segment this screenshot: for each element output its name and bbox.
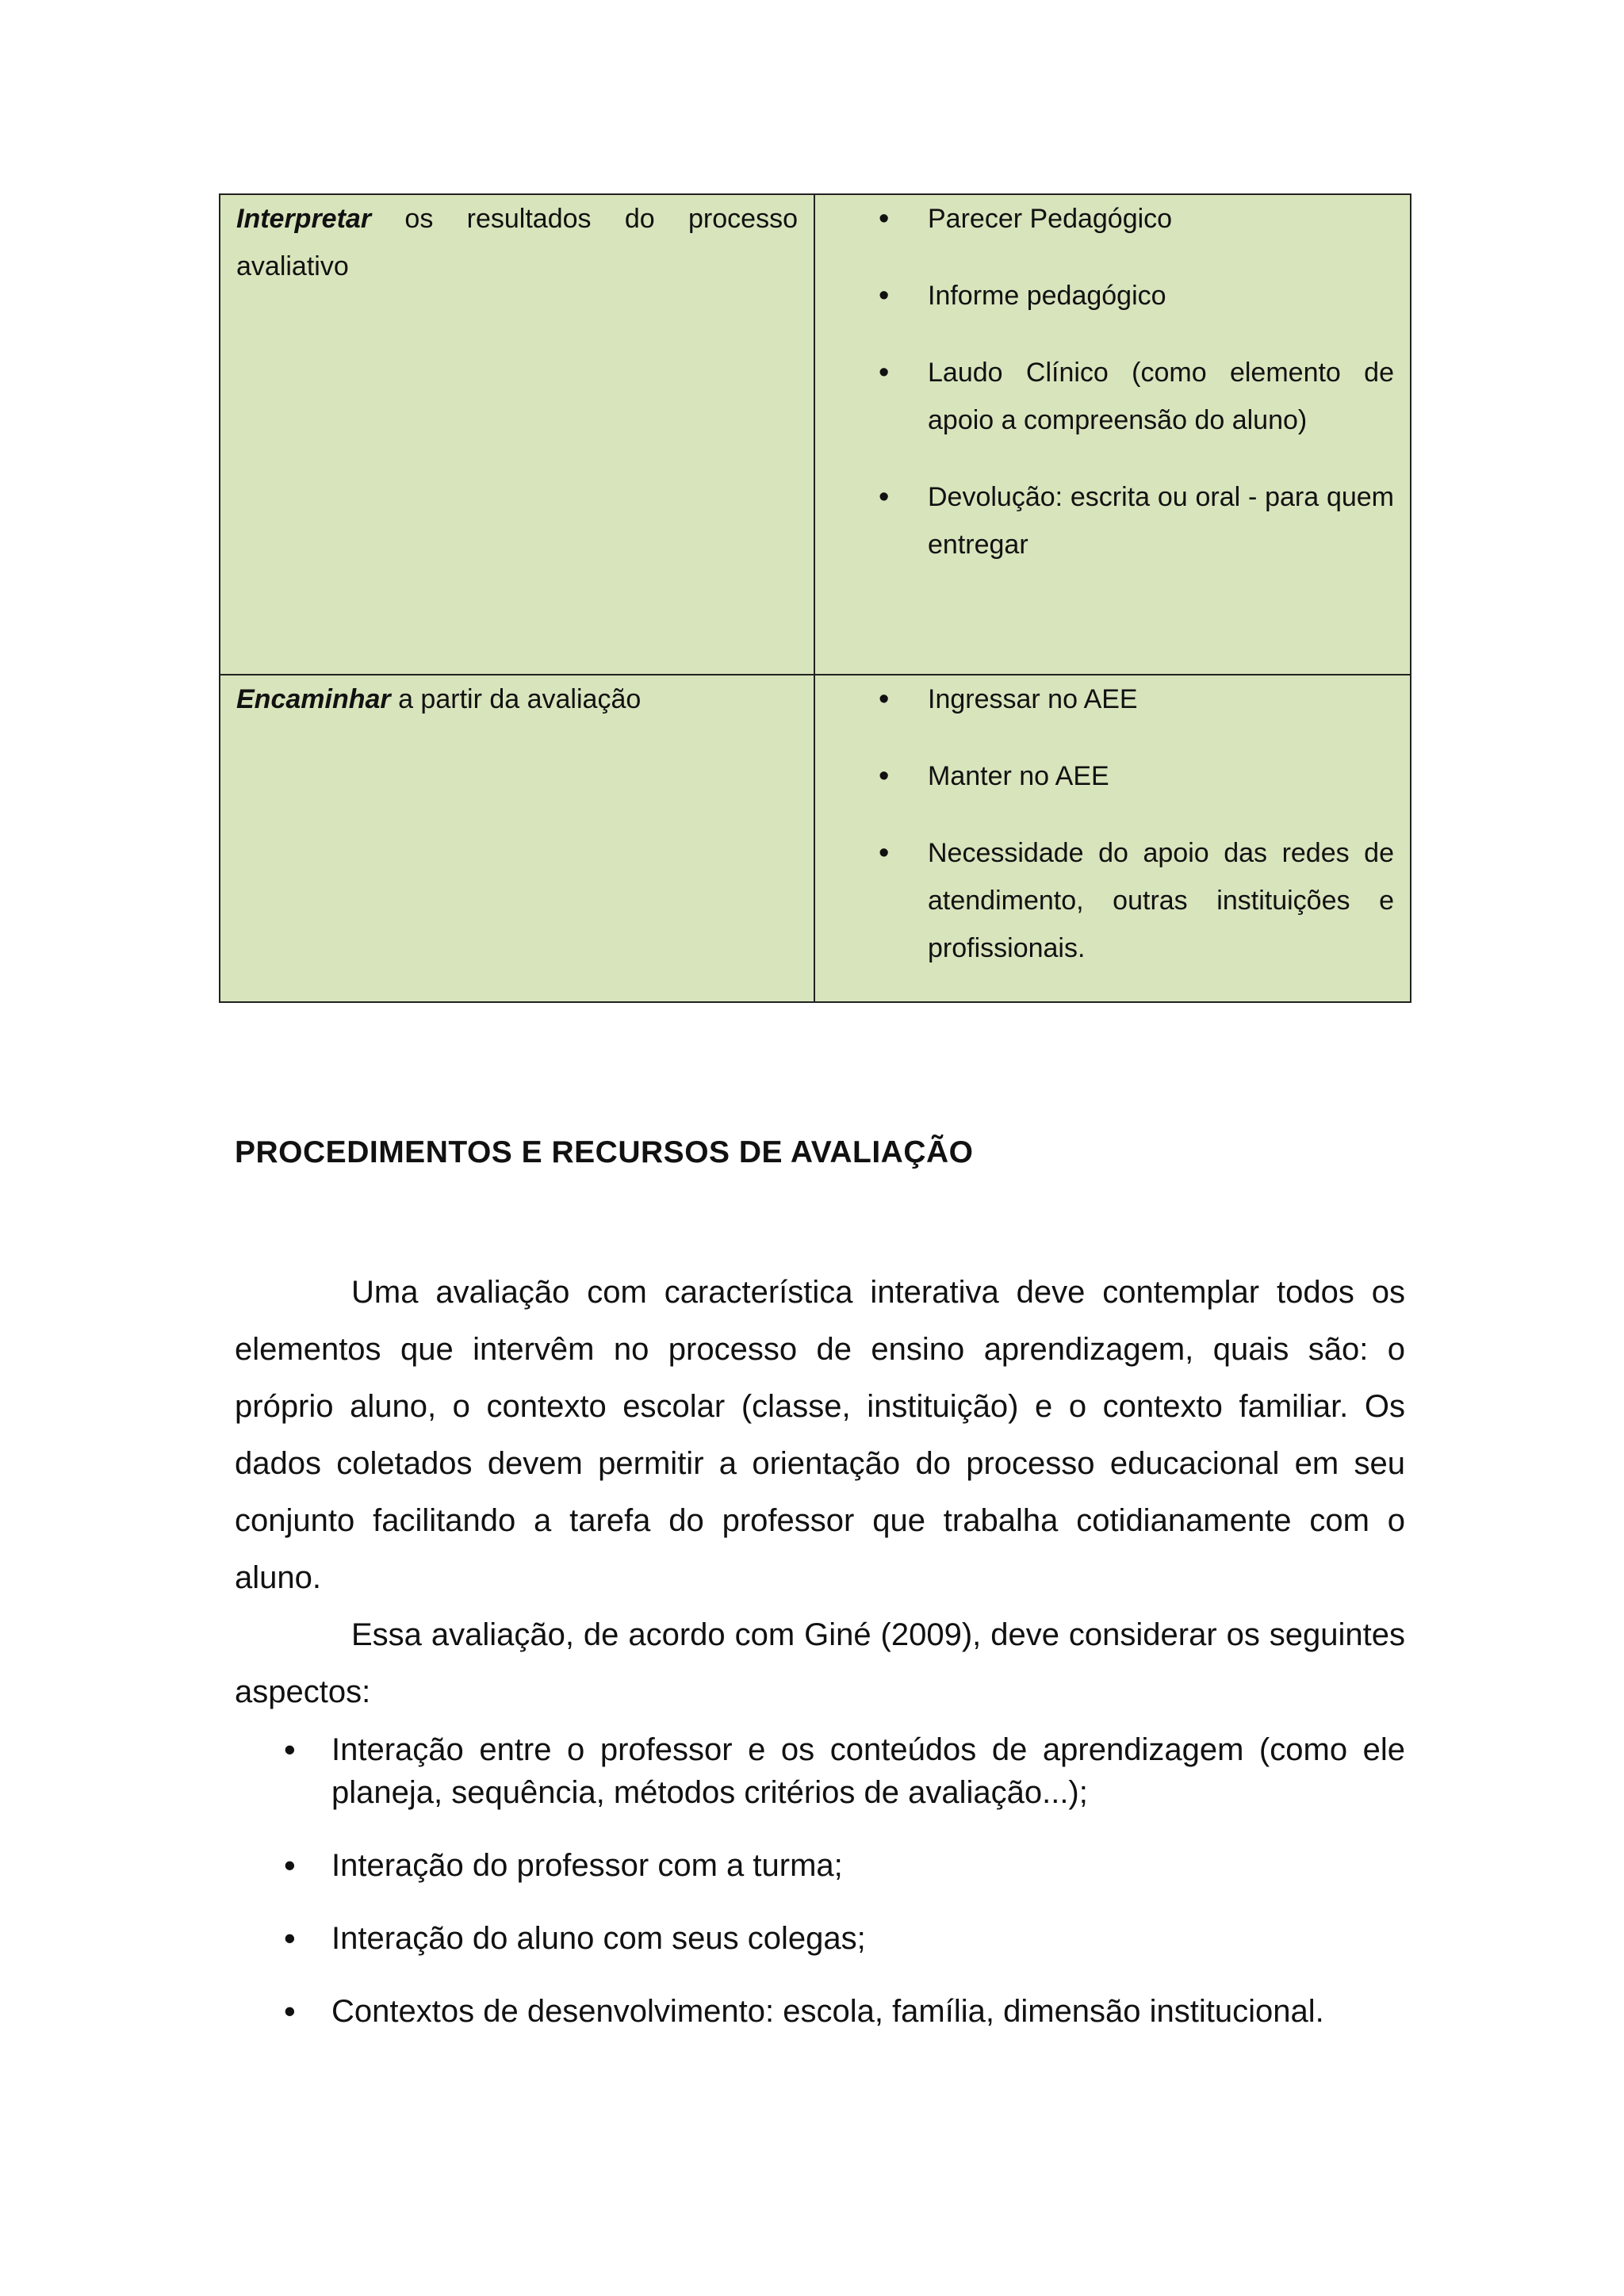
body-paragraph: Uma avaliação com característica interativa deve contemplar todos os elementos que intervêm no processo de ensino aprendizagem, quais são: o próprio aluno, o contexto escolar (classe, instituição) e o contexto familiar. Os dados coletados devem permitir a orientação do processo educacional em seu conjunto facilitando a tarefa do professor que trabalha cotidianamente com o aluno. [235,1275,1405,1595]
list-item: • Ingressar no AEE [815,675,1394,723]
list-item: • Devolução: escrita ou oral - para quem entregar [815,473,1394,568]
aspects-list [235,1728,1405,2063]
list-item: • Contextos de desenvolvimento: escola, família, dimensão institucional. [235,1990,1405,2033]
body-paragraph: Essa avaliação, de acordo com Giné (2009), deve considerar os seguintes aspectos: [235,1617,1405,1709]
action-verb: Interpretar [236,204,372,234]
table-row [220,194,1411,675]
table-cell-action [220,675,814,1002]
list-item: • Informe pedagógico [815,272,1394,320]
table-row [220,675,1411,1002]
action-description: a partir da avaliação [398,684,642,714]
section-heading: PROCEDIMENTOS E RECURSOS DE AVALIAÇÃO [235,1135,974,1169]
list-item: • Interação do aluno com seus colegas; [235,1917,1405,1960]
action-verb: Encaminhar [236,684,391,714]
table-cell-action [220,194,814,675]
evaluation-table [219,193,1411,1003]
action-text [220,675,814,723]
table-cell-items [814,194,1411,675]
list-item: • Interação do professor com a turma; [235,1844,1405,1887]
action-text [220,195,814,290]
list-item: • Necessidade do apoio das redes de atendimento, outras instituições e profissionais. [815,829,1394,972]
items-list [815,675,1410,972]
list-item: • Parecer Pedagógico [815,195,1394,243]
list-item: • Interação entre o professor e os conteúdos de aprendizagem (como ele planeja, sequência, métodos critérios de avaliação...); [235,1728,1405,1814]
table-cell-items [814,675,1411,1002]
list-item: • Manter no AEE [815,752,1394,800]
list-item: • Laudo Clínico (como elemento de apoio a compreensão do aluno) [815,349,1394,444]
items-list [815,195,1410,568]
action-description: os resultados do processo avaliativo [236,204,798,281]
